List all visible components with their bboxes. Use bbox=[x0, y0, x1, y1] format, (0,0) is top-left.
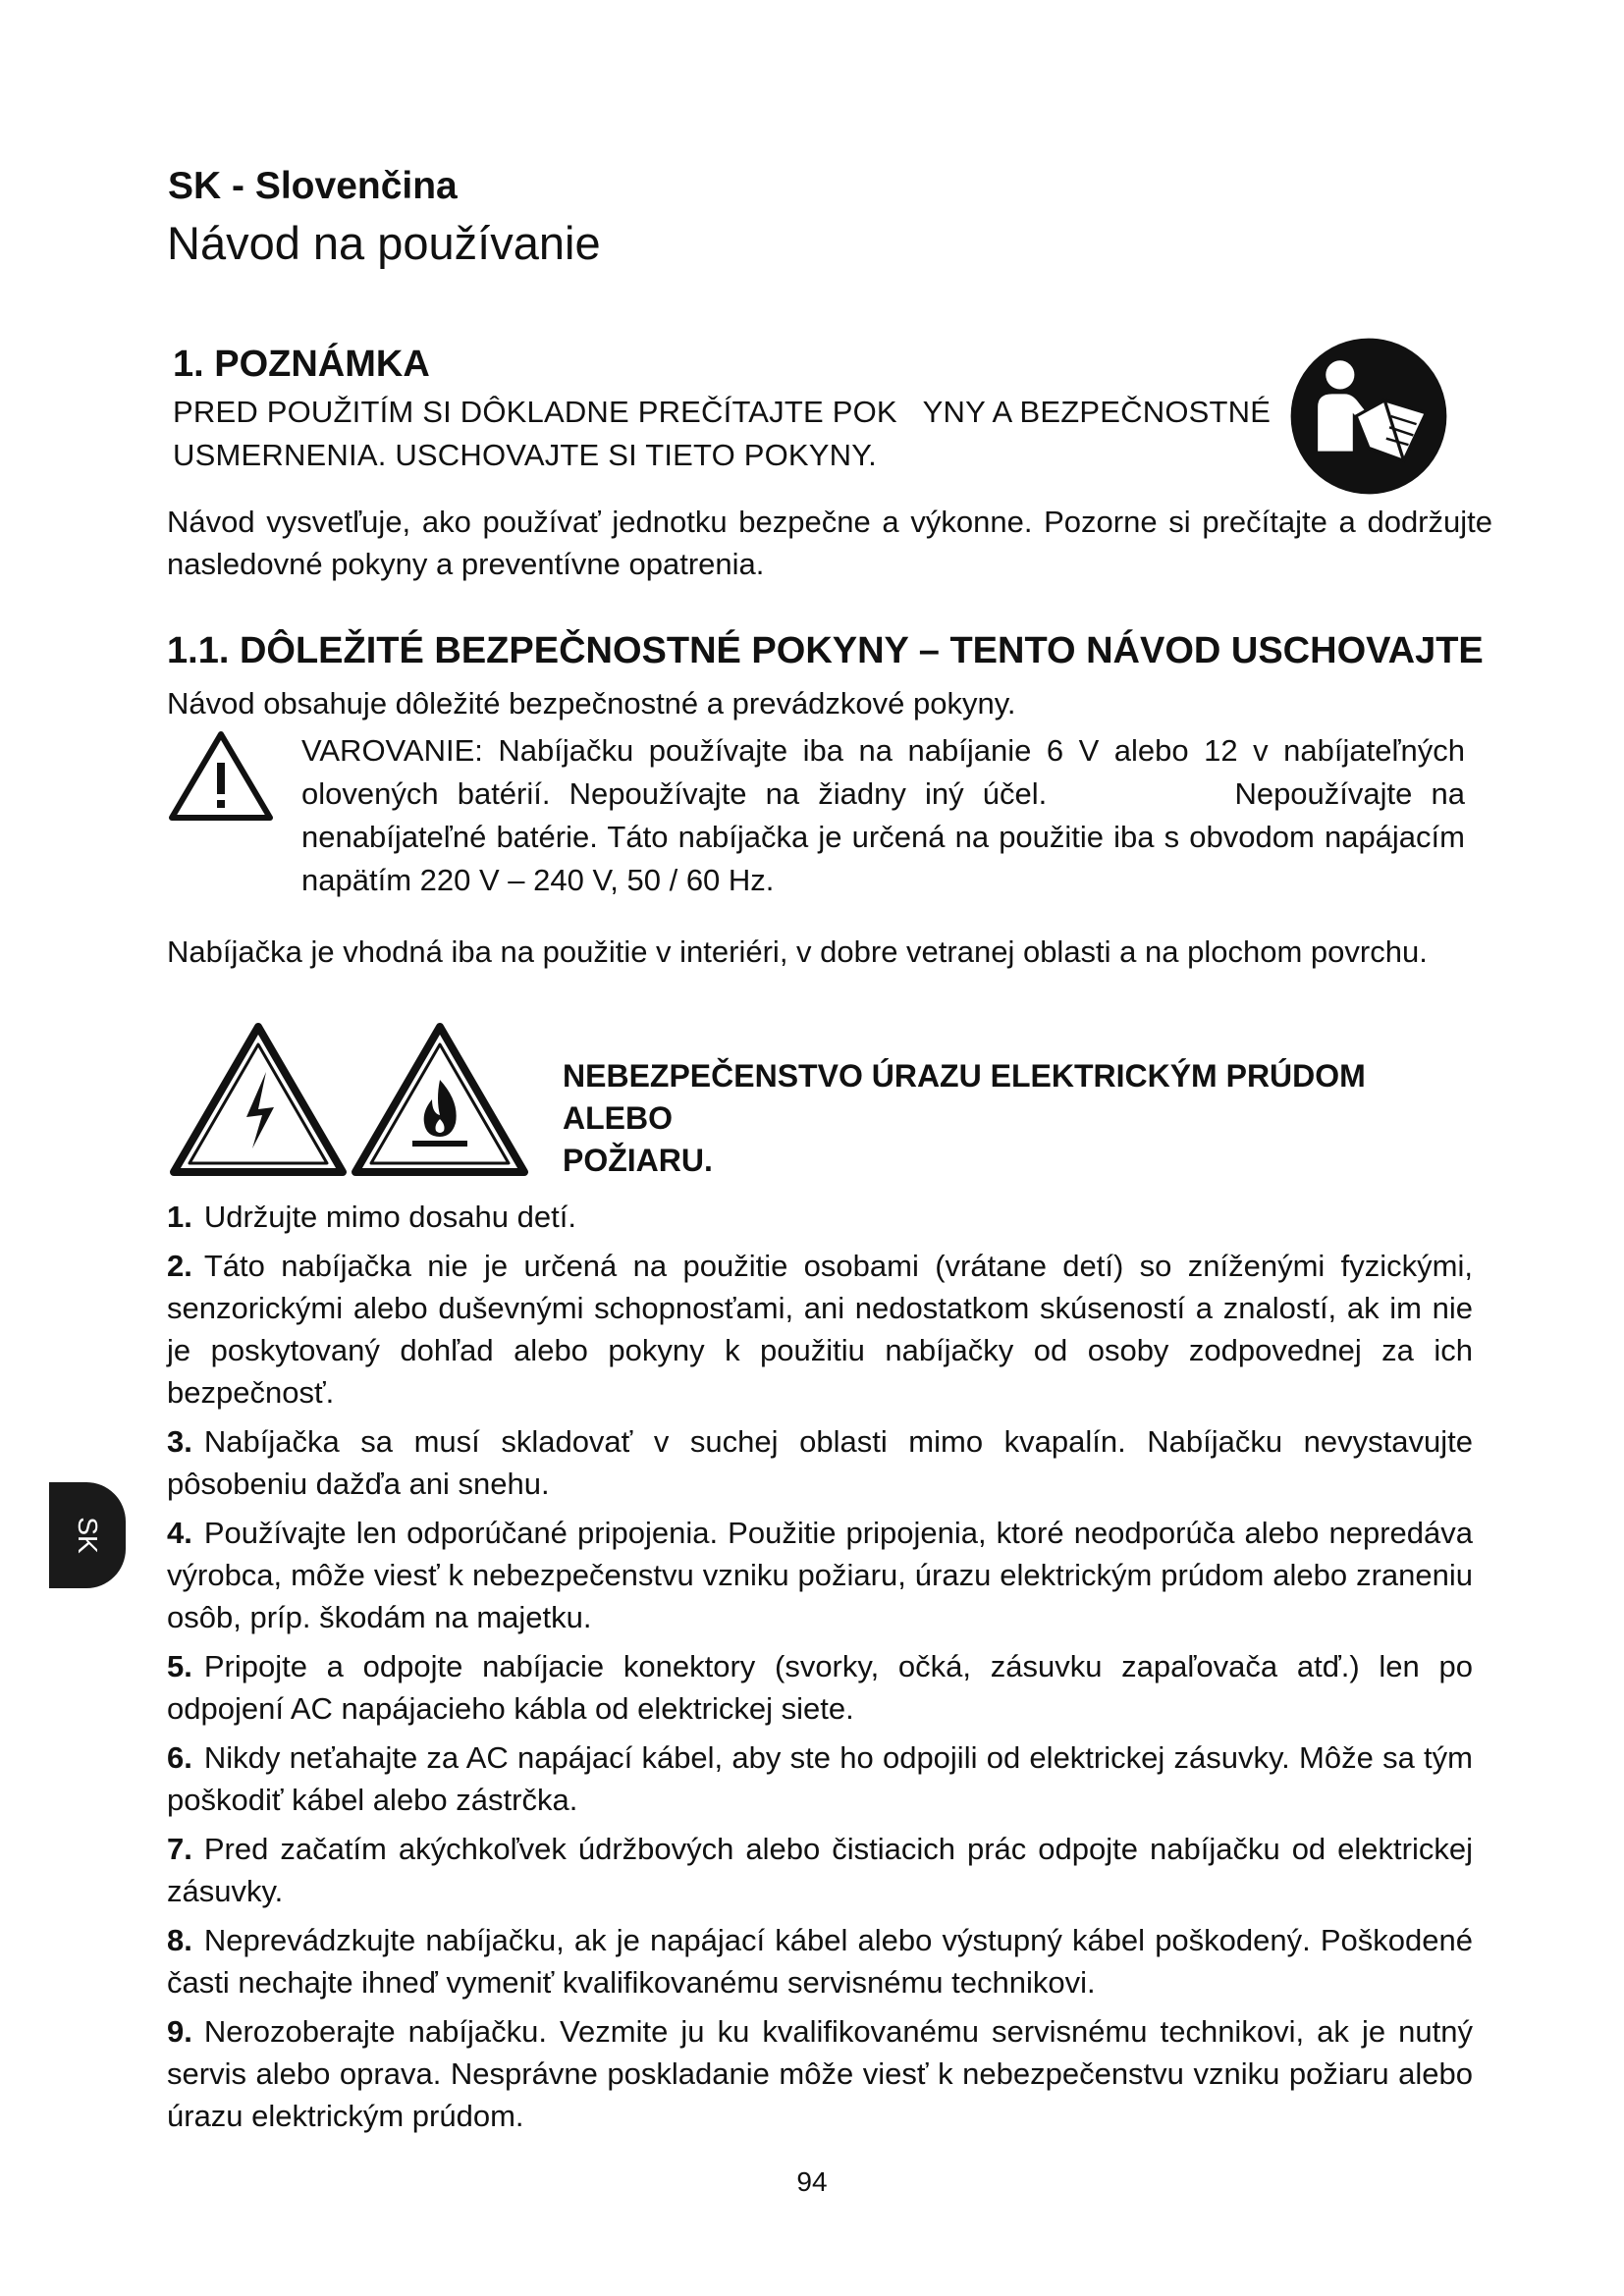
list-item-number: 6. bbox=[167, 1740, 192, 1775]
warning-icon bbox=[168, 729, 274, 823]
electric-hazard-icon bbox=[168, 1021, 349, 1178]
section-1-title: 1. POZNÁMKA bbox=[173, 344, 430, 385]
list-item-number: 8. bbox=[167, 1923, 192, 1957]
list-item bbox=[167, 1919, 1473, 2003]
list-item bbox=[167, 1245, 1473, 1414]
list-item bbox=[167, 1645, 1473, 1730]
list-item-text: Táto nabíjačka nie je určená na použitie osobami (vrátane detí) so zníženými fyzickými, senzorickými alebo duševnými schopnosťami, ani nedostatkom skúseností a znalostí, ak im nie je poskytovaný dohľad alebo pokyny k použitiu nabíjačky od osoby zodpovednej za ich bezpečnosť. bbox=[167, 1249, 1473, 1410]
list-item-text: Nabíjačka sa musí skladovať v suchej oblasti mimo kvapalín. Nabíjačku nevystavujte pôsobeniu dažďa ani snehu. bbox=[167, 1424, 1473, 1501]
intro-paragraph: Návod vysvetľuje, ako používať jednotku bezpečne a výkonne. Pozorne si prečítajte a dodržujte nasledovné pokyny a preventívne opatrenia. bbox=[167, 505, 1492, 581]
list-item-number: 7. bbox=[167, 1832, 192, 1866]
list-item-number: 4. bbox=[167, 1516, 192, 1550]
safety-instructions-list bbox=[167, 1196, 1473, 2144]
notice-line-1: PRED POUŽITÍM SI DÔKLADNE PREČÍTAJTE POK YNY A BEZPEČNOSTNÉ bbox=[173, 395, 1272, 429]
side-tab-label: SK bbox=[73, 1517, 103, 1554]
page-number: 94 bbox=[796, 2166, 828, 2197]
list-item-text: Pred začatím akýchkoľvek údržbových alebo čistiacich prác odpojte nabíjačku od elektrickej zásuvky. bbox=[167, 1832, 1473, 1908]
section-1-1-title: 1.1. DÔLEŽITÉ BEZPEČNOSTNÉ POKYNY – TENTO NÁVOD USCHOVAJTE bbox=[167, 630, 1484, 671]
language-side-tab bbox=[49, 1482, 126, 1588]
hazard-heading bbox=[563, 1055, 1446, 1182]
list-item-text: Používajte len odporúčané pripojenia. Použitie pripojenia, ktoré neodporúča alebo nepredáva výrobca, môže viesť k nebezpečenstvu vzniku požiaru, úrazu elektrickým prúdom alebo zraneniu osôb, príp. škodám na majetku. bbox=[167, 1516, 1473, 1634]
section-1-1-subtitle: Návod obsahuje dôležité bezpečnostné a prevádzkové pokyny. bbox=[167, 686, 1016, 721]
language-heading: SK - Slovenčina bbox=[168, 165, 458, 207]
list-item bbox=[167, 1828, 1473, 1912]
list-item bbox=[167, 2010, 1473, 2137]
section-1-notice bbox=[173, 391, 1272, 477]
list-item bbox=[167, 1420, 1473, 1505]
hazard-line-2: POŽIARU. bbox=[563, 1143, 713, 1178]
document-title: Návod na používanie bbox=[167, 217, 601, 269]
list-item bbox=[167, 1196, 1473, 1238]
list-item-number: 3. bbox=[167, 1424, 192, 1459]
list-item-number: 5. bbox=[167, 1649, 192, 1683]
list-item-number: 9. bbox=[167, 2014, 192, 2049]
list-item-number: 2. bbox=[167, 1249, 192, 1283]
list-item-text: Nikdy neťahajte za AC napájací kábel, aby ste ho odpojili od elektrickej zásuvky. Môže sa tým poškodiť kábel alebo zástrčka. bbox=[167, 1740, 1473, 1817]
list-item bbox=[167, 1736, 1473, 1821]
list-item-text: Neprevádzkujte nabíjačku, ak je napájací kábel alebo výstupný kábel poškodený. Poškodené časti nechajte ihneď vymeniť kvalifikovanému servisnému technikovi. bbox=[167, 1923, 1473, 2000]
read-manual-icon bbox=[1289, 337, 1448, 496]
list-item-number: 1. bbox=[167, 1200, 192, 1234]
notice-line-2: USMERNENIA. USCHOVAJTE SI TIETO POKYNY. bbox=[173, 438, 877, 472]
list-item-text: Pripojte a odpojte nabíjacie konektory (svorky, očká, zásuvku zapaľovača atď.) len po odpojení AC napájacieho kábla od elektrickej siete. bbox=[167, 1649, 1473, 1726]
indoor-use-paragraph: Nabíjačka je vhodná iba na použitie v interiéri, v dobre vetranej oblasti a na plochom povrchu. bbox=[167, 934, 1428, 969]
list-item-text: Nerozoberajte nabíjačku. Vezmite ju ku kvalifikovanému servisnému technikovi, ak je nutný servis alebo oprava. Nesprávne poskladanie môže viesť k nebezpečenstvu vzniku požiaru alebo úrazu elektrickým prúdom. bbox=[167, 2014, 1473, 2133]
fire-hazard-icon bbox=[350, 1021, 530, 1178]
hazard-line-1: NEBEZPEČENSTVO ÚRAZU ELEKTRICKÝM PRÚDOM ALEBO bbox=[563, 1058, 1366, 1136]
warning-text: VAROVANIE: Nabíjačku používajte iba na nabíjanie 6 V alebo 12 v nabíjateľných olovených batérií. Nepoužívajte na žiadny iný účel. Nepoužívajte na nenabíjateľné batérie. Táto nabíjačka je určená na použitie iba s obvodom napájacím napätím 220 V – 240 V, 50 / 60 Hz. bbox=[301, 733, 1474, 897]
list-item-text: Udržujte mimo dosahu detí. bbox=[203, 1200, 576, 1234]
list-item bbox=[167, 1512, 1473, 1638]
